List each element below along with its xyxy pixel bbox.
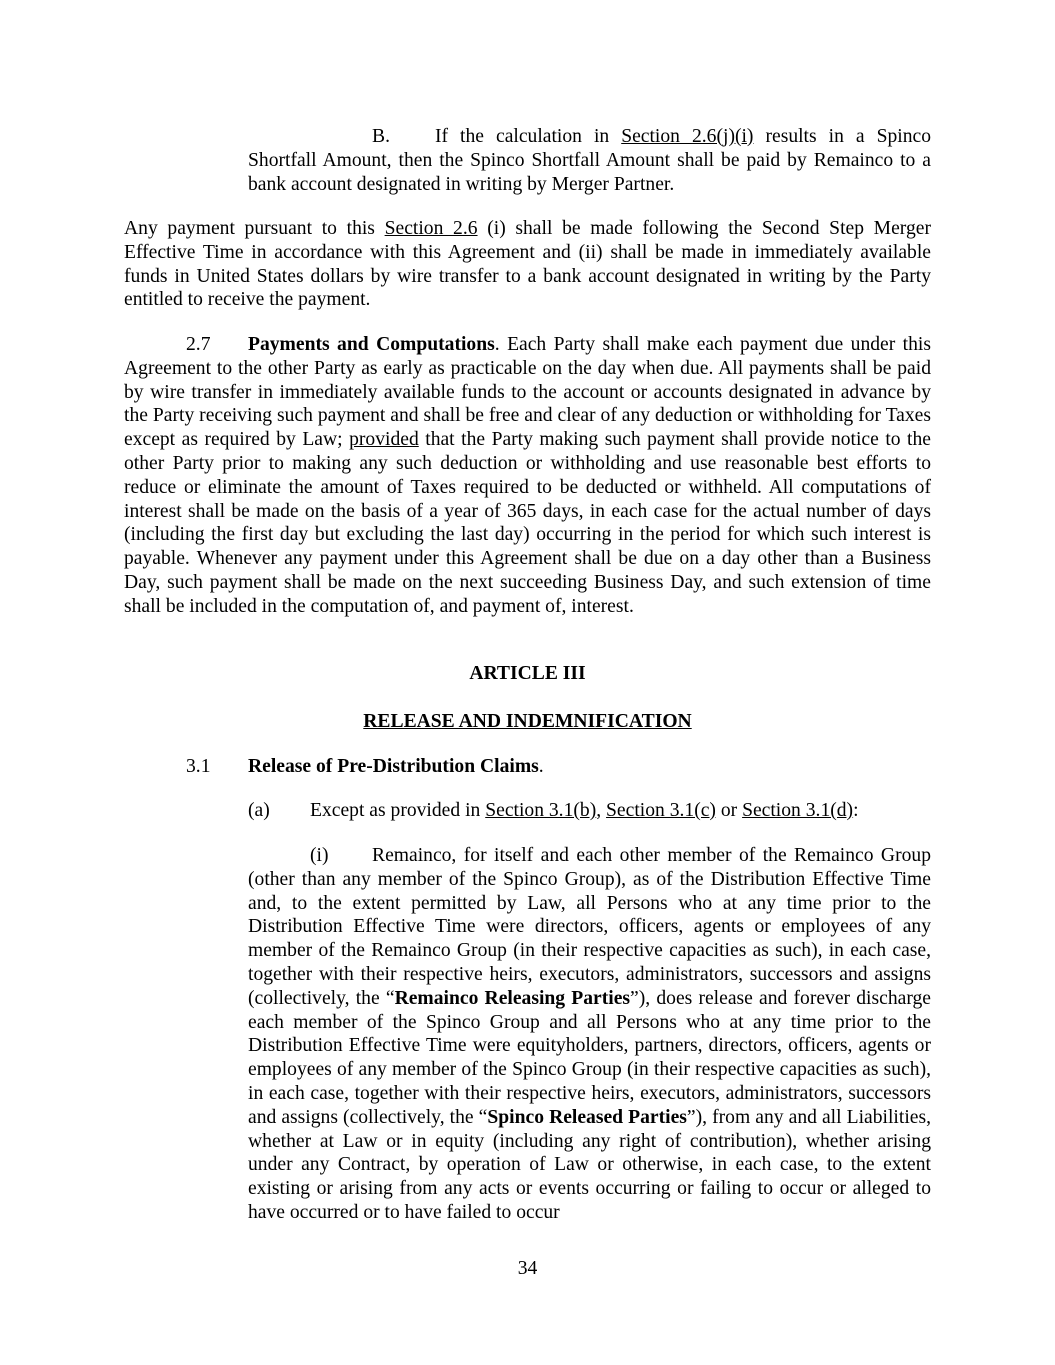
- paragraph-a-marker: (a): [248, 800, 270, 821]
- provided-term: provided: [349, 429, 419, 451]
- article-title: RELEASE AND INDEMNIFICATION: [363, 711, 692, 732]
- section-ref-2-6-j-i: Section 2.6(j)(i): [621, 126, 754, 147]
- paragraph-any-payment: Any payment pursuant to this Section 2.6 (i) shall be made following the Second Step Merger Effective Time in accordance with this Agreement and (ii) shall be made in immediately available funds in United States dollars by wire transfer to a bank account designated in writing by the Party entitled to receive the payment.: [124, 218, 931, 311]
- remainco-releasing-parties-term: Remainco Releasing Parties: [394, 987, 631, 1009]
- section-ref-2-6: Section 2.6: [384, 218, 478, 239]
- section-3-1-number: 3.1: [186, 756, 211, 777]
- paragraph-a: (a) Except as provided in Section 3.1(b), Section 3.1(c) or Section 3.1(d):: [248, 800, 859, 821]
- section-ref-3-1-d: Section 3.1(d): [742, 800, 854, 821]
- spinco-released-parties-term: Spinco Released Parties: [487, 1106, 687, 1128]
- section-ref-3-1-c: Section 3.1(c): [606, 800, 716, 821]
- article-number: ARTICLE III: [469, 663, 586, 684]
- page-number: 34: [517, 1258, 538, 1279]
- section-2-7-heading: Payments and Computations: [248, 334, 495, 355]
- section-3-1: 3.1 Release of Pre-Distribution Claims.: [186, 756, 544, 777]
- section-ref-3-1-b: Section 3.1(b): [485, 800, 597, 821]
- paragraph-i-marker: (i): [310, 845, 329, 866]
- section-2-7-number: 2.7: [186, 334, 211, 355]
- section-2-7: 2.7 Payments and Computations. Each Party shall make each payment due under this Agreement to the other Party as early as practicable on the day when due. All payments shall be paid by wire transfer in immediately available funds to the account or accounts designated in advance by the Party receiving such payment and shall be free and clear of any deduction or withholding for Taxes except as required by Law; provided that the Party making such payment shall provide notice to the other Party prior to making any such deduction or withholding and use reasonable best efforts to reduce or eliminate the amount of Taxes required to be deducted or withheld. All computations of interest shall be made on the basis of a year of 365 days, in each case for the actual number of days (including the first day but excluding the last day) occurring in the period for which such interest is payable. Whenever any payment under this Agreement shall be due on a day other than a Business Day, such payment shall be made on the next succeeding Business Day, and such extension of time shall be included in the computation of, and payment of, interest.: [124, 334, 931, 617]
- paragraph-b: B. If the calculation in Section 2.6(j)(i) results in a Spinco Shortfall Amount, then the Spinco Shortfall Amount shall be paid by Remainco to a bank account designated in writing by Merger Partner.: [248, 126, 932, 195]
- paragraph-b-marker: B.: [372, 126, 390, 147]
- paragraph-i: (i) Remainco, for itself and each other member of the Remainco Group (other than any member of the Spinco Group), as of the Distribution Effective Time and, to the extent permitted by Law, all Persons who at any time prior to the Distribution Effective Time were directors, officers, agents or employees of any member of the Remainco Group (in their respective capacities as such), in each case, together with their respective heirs, executors, administrators, successors and assigns (collectively, the “Remainco Releasing Parties”), does release and forever discharge each member of the Spinco Group and all Persons who at any time prior to the Distribution Effective Time were equityholders, partners, directors, officers, agents or employees of any member of the Spinco Group (in their respective capacities as such), in each case, together with their respective heirs, executors, administrators, successors and assigns (collectively, the “Spinco Released Parties”), from any and all Liabilities, whether at Law or in equity (including any right of contribution), whether arising under any Contract, by operation of Law or otherwise, in each case, to the extent existing or arising from any acts or events occurring or failing to occur or alleged to have occurred or to have failed to occur: [248, 845, 931, 1223]
- section-3-1-heading: Release of Pre-Distribution Claims: [248, 756, 539, 777]
